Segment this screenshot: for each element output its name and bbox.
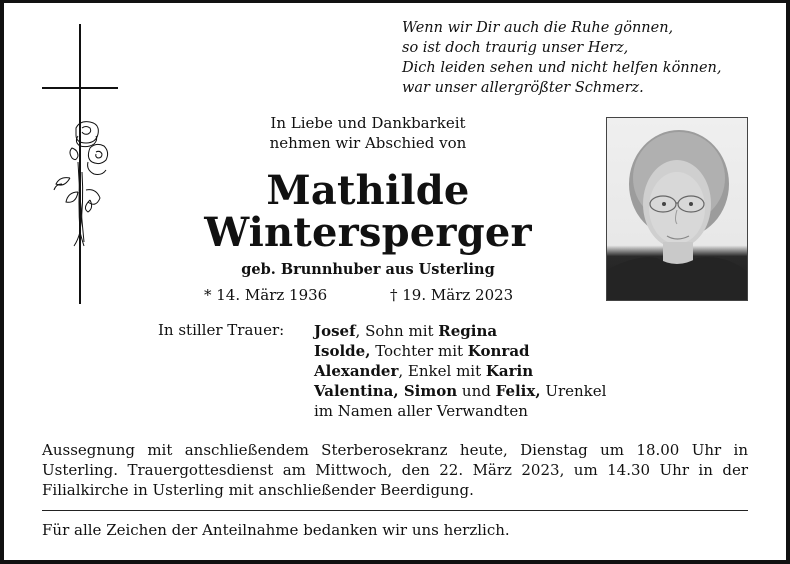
divider xyxy=(42,510,748,511)
intro-line: In Liebe und Dankbarkeit xyxy=(270,114,466,132)
service-info: Aussegnung mit anschließendem Sterberosekranz heute, Dienstag um 18.00 Uhr in Usterling. Trauergottesdienst am Mittwoch, den 22. März 2023, um 14.30 Uhr in der Filialkirche in Usterling mit anschließender Beerdigung. xyxy=(42,441,748,499)
birth-name: geb. Brunnhuber aus Usterling xyxy=(241,261,495,278)
mourner-name: Isolde, xyxy=(314,342,371,360)
mourner-name: Josef xyxy=(314,322,356,340)
first-name: Mathilde xyxy=(266,167,470,214)
poem-line: Dich leiden sehen und nicht helfen können, xyxy=(402,60,722,76)
life-dates xyxy=(204,286,514,304)
cross-with-roses-icon xyxy=(38,22,120,306)
deceased-name xyxy=(190,167,546,256)
mourner-row xyxy=(314,361,606,381)
mourner-name: Alexander xyxy=(314,362,399,380)
poem-line: Wenn wir Dir auch die Ruhe gönnen, xyxy=(402,20,674,36)
mourner-relation: , Sohn mit xyxy=(355,322,439,340)
mourner-name: Konrad xyxy=(467,342,530,360)
mourner-relation: Tochter mit xyxy=(370,342,468,360)
mourner-relation: im Namen aller Verwandten xyxy=(314,402,528,420)
intro-text xyxy=(210,113,526,153)
mourner-relation: Urenkel xyxy=(540,382,607,400)
poem xyxy=(402,18,722,98)
mourner-row xyxy=(314,321,606,341)
mourner-relation: und xyxy=(457,382,496,400)
mourner-name: Regina xyxy=(438,322,498,340)
poem-line: so ist doch traurig unser Herz, xyxy=(402,40,629,56)
mourners-list xyxy=(314,321,606,421)
poem-line: war unser allergrößter Schmerz. xyxy=(402,80,644,96)
mourner-row xyxy=(314,381,606,401)
mourner-name: Karin xyxy=(485,362,534,380)
mourner-row xyxy=(314,401,606,421)
mourner-relation: , Enkel mit xyxy=(398,362,486,380)
thanks-text: Für alle Zeichen der Anteilnahme bedanken wir uns herzlich. xyxy=(42,521,510,539)
mourners-label: In stiller Trauer: xyxy=(158,321,285,339)
intro-line: nehmen wir Abschied von xyxy=(269,134,467,152)
mourner-row xyxy=(314,341,606,361)
portrait-photo xyxy=(606,117,748,301)
mourner-name: Valentina, Simon xyxy=(314,382,458,400)
last-name: Wintersperger xyxy=(204,209,532,256)
birth-date: * 14. März 1936 xyxy=(204,286,328,304)
death-date: † 19. März 2023 xyxy=(390,286,514,304)
mourner-name: Felix, xyxy=(495,382,541,400)
